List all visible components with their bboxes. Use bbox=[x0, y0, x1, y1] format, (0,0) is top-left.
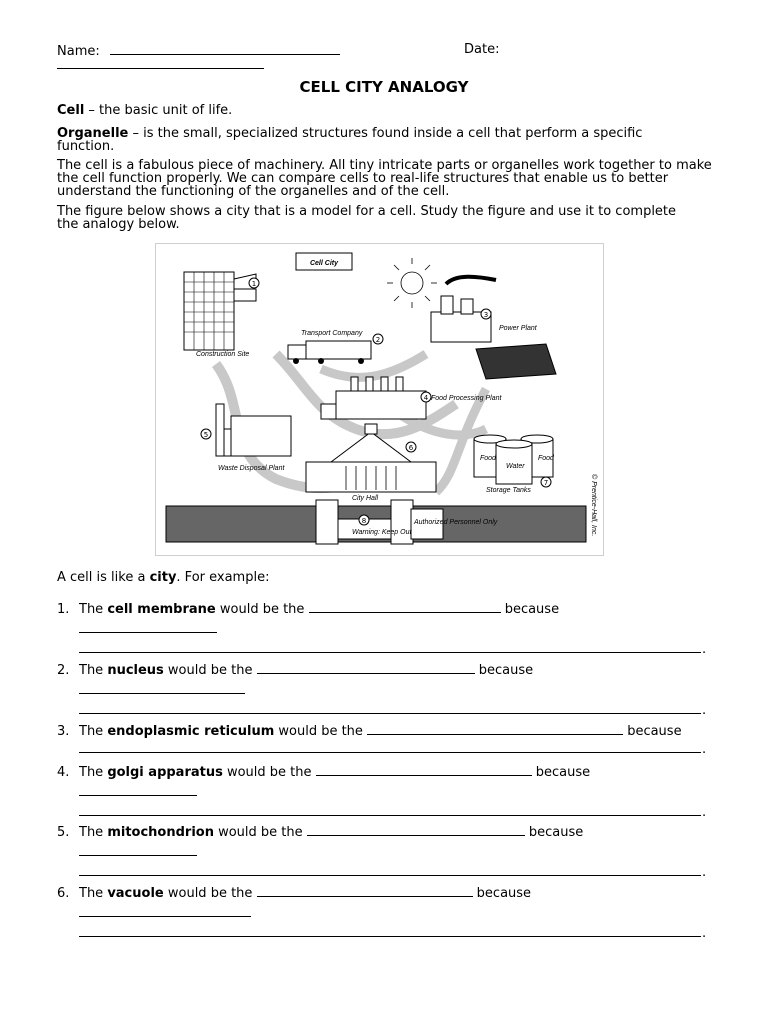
reason-blank-4b[interactable] bbox=[79, 815, 701, 816]
reason-blank-4a[interactable] bbox=[79, 783, 197, 796]
question-number: 1. bbox=[57, 602, 70, 617]
number-4: 4 bbox=[423, 394, 429, 402]
date-label bbox=[464, 42, 499, 57]
label-authorized: Authorized Personnel Only bbox=[414, 519, 498, 526]
intro-paragraph-1: The cell is a fabulous piece of machinery. All tiny intricate parts or organelles work together to make the cell function properly. We can compare cells to real-life structures that enable us to better understand the functioning of the organelles and of the cell. bbox=[57, 158, 712, 199]
label-transport-company: Transport Company bbox=[301, 330, 363, 337]
power-plant-drawing bbox=[431, 277, 556, 379]
name-label-text: Name: bbox=[57, 44, 100, 59]
label-water-tank: Water bbox=[506, 463, 525, 470]
question-because: because bbox=[531, 765, 591, 780]
question-pre: The bbox=[79, 765, 108, 780]
label-city-hall: City Hall bbox=[352, 495, 379, 502]
cell-definition bbox=[57, 104, 717, 117]
number-6: 6 bbox=[408, 444, 414, 452]
question-4 bbox=[57, 763, 590, 780]
question-number: 4. bbox=[57, 765, 70, 780]
organelle-def-text: – is the small, specialized structures found inside a cell that perform a specific function. bbox=[57, 126, 643, 154]
cell-term: Cell bbox=[57, 103, 85, 118]
question-post: would be the bbox=[163, 886, 257, 901]
question-because: because bbox=[524, 825, 584, 840]
organelle-term: Organelle bbox=[57, 126, 129, 141]
answer-blank-4[interactable] bbox=[316, 763, 532, 776]
reason-blank-1b[interactable] bbox=[79, 652, 701, 653]
label-power-plant: Power Plant bbox=[499, 325, 537, 332]
end-mark-2: . bbox=[702, 703, 707, 718]
reason-blank-2a[interactable] bbox=[79, 681, 245, 694]
end-mark-4: . bbox=[702, 805, 707, 820]
question-because: because bbox=[472, 886, 532, 901]
fence-drawing bbox=[166, 500, 586, 544]
label-waste-disposal: Waste Disposal Plant bbox=[218, 465, 285, 472]
end-mark-3: . bbox=[702, 742, 707, 757]
end-mark-6: . bbox=[702, 926, 707, 941]
question-post: would be the bbox=[222, 765, 316, 780]
label-food-tank-2: Food bbox=[538, 455, 554, 462]
reason-blank-6b[interactable] bbox=[79, 936, 701, 937]
question-because: because bbox=[500, 602, 560, 617]
question-because: because bbox=[623, 724, 682, 739]
sun-drawing bbox=[387, 258, 437, 308]
label-warning: Warning: Keep Out bbox=[352, 529, 412, 536]
transport-company-drawing bbox=[288, 330, 383, 364]
question-term: cell membrane bbox=[107, 602, 216, 617]
question-2 bbox=[57, 661, 533, 678]
reason-blank-5b[interactable] bbox=[79, 875, 701, 876]
number-8: 8 bbox=[361, 517, 367, 525]
number-5: 5 bbox=[203, 431, 209, 439]
question-pre: The bbox=[79, 825, 108, 840]
answer-blank-1[interactable] bbox=[309, 600, 501, 613]
intro-paragraph-2: The figure below shows a city that is a model for a cell. Study the figure and use it to complete the analogy below. bbox=[57, 204, 677, 232]
answer-blank-6[interactable] bbox=[257, 884, 473, 897]
example-suffix: . For example: bbox=[176, 570, 270, 585]
label-food-tank: Food bbox=[480, 455, 496, 462]
question-term: mitochondrion bbox=[107, 825, 214, 840]
figure-copyright: © Prentice-Hall, Inc. bbox=[590, 474, 597, 537]
answer-blank-2[interactable] bbox=[257, 661, 475, 674]
question-post: would be the bbox=[163, 663, 257, 678]
question-1 bbox=[57, 600, 559, 617]
number-7: 7 bbox=[543, 479, 549, 487]
question-number: 5. bbox=[57, 825, 70, 840]
question-post: would be the bbox=[274, 724, 368, 739]
city-hall-drawing bbox=[306, 424, 436, 502]
reason-blank-1a[interactable] bbox=[79, 620, 217, 633]
date-field[interactable] bbox=[57, 56, 264, 69]
number-1: 1 bbox=[251, 280, 257, 288]
name-field[interactable] bbox=[110, 42, 340, 55]
question-number: 2. bbox=[57, 663, 70, 678]
question-pre: The bbox=[79, 663, 108, 678]
label-construction-site: Construction Site bbox=[196, 351, 250, 358]
end-mark-5: . bbox=[702, 865, 707, 880]
question-term: vacuole bbox=[107, 886, 164, 901]
end-mark-1: . bbox=[702, 642, 707, 657]
example-line bbox=[57, 570, 269, 585]
question-5 bbox=[57, 823, 583, 840]
question-term: golgi apparatus bbox=[107, 765, 223, 780]
question-term: endoplasmic reticulum bbox=[107, 724, 275, 739]
construction-site-drawing bbox=[184, 272, 259, 358]
question-term: nucleus bbox=[107, 663, 164, 678]
cell-city-figure bbox=[155, 243, 604, 556]
question-because: because bbox=[474, 663, 534, 678]
date-label-text: Date: bbox=[464, 42, 500, 57]
question-number: 3. bbox=[57, 724, 70, 739]
organelle-definition bbox=[57, 127, 697, 153]
reason-blank-2b[interactable] bbox=[79, 713, 701, 714]
example-prefix: A cell is like a bbox=[57, 570, 150, 585]
page-title: CELL CITY ANALOGY bbox=[299, 78, 469, 96]
waste-disposal-drawing bbox=[201, 404, 291, 472]
question-post: would be the bbox=[213, 825, 307, 840]
answer-blank-3[interactable] bbox=[367, 722, 623, 735]
question-post: would be the bbox=[215, 602, 309, 617]
reason-blank-6a[interactable] bbox=[79, 904, 251, 917]
number-3: 3 bbox=[483, 311, 489, 319]
label-food-processing: Food Processing Plant bbox=[431, 395, 502, 402]
question-number: 6. bbox=[57, 886, 70, 901]
question-pre: The bbox=[79, 602, 108, 617]
question-6 bbox=[57, 884, 531, 901]
cell-def-text: – the basic unit of life. bbox=[84, 103, 233, 118]
answer-blank-5[interactable] bbox=[307, 823, 525, 836]
question-pre: The bbox=[79, 724, 108, 739]
question-3 bbox=[57, 722, 682, 739]
cell-city-illustration bbox=[156, 244, 603, 555]
question-pre: The bbox=[79, 886, 108, 901]
storage-tanks-drawing bbox=[474, 435, 555, 494]
reason-blank-3b[interactable] bbox=[79, 752, 701, 753]
figure-title: Cell City bbox=[309, 260, 339, 267]
reason-blank-5a[interactable] bbox=[79, 843, 197, 856]
example-term: city bbox=[149, 570, 177, 585]
number-2: 2 bbox=[375, 336, 381, 344]
label-storage-tanks: Storage Tanks bbox=[486, 487, 531, 494]
